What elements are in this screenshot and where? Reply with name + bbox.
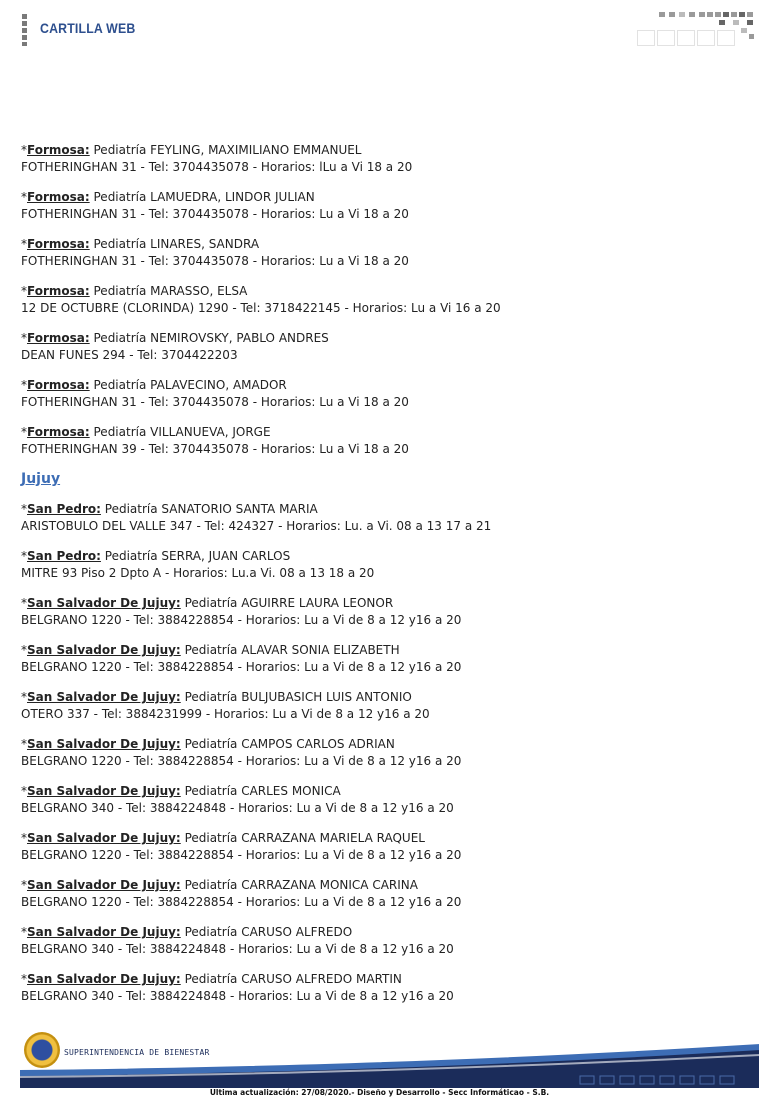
directory-entry [21, 830, 741, 864]
entry-prefix: * [21, 378, 27, 392]
entry-city-link[interactable]: San Salvador De Jujuy: [27, 690, 181, 704]
entry-city-link[interactable]: San Salvador De Jujuy: [27, 737, 181, 751]
entry-provider: Pediatría SERRA, JUAN CARLOS [104, 549, 291, 563]
entry-city-link[interactable]: Formosa: [27, 143, 90, 157]
entry-prefix: * [21, 549, 27, 563]
directory-entry [21, 283, 741, 317]
entry-details: 12 DE OCTUBRE (CLORINDA) 1290 - Tel: 3718422145 - Horarios: Lu a Vi 16 a 20 [21, 301, 501, 315]
entry-heading-line [21, 830, 741, 847]
directory-entry [21, 971, 741, 1005]
entry-provider: Pediatría AGUIRRE LAURA LEONOR [184, 596, 394, 610]
entry-provider: Pediatría PALAVECINO, AMADOR [93, 378, 287, 392]
entry-prefix: * [21, 425, 27, 439]
entry-provider: Pediatría LAMUEDRA, LINDOR JULIAN [93, 190, 315, 204]
entry-heading-line [21, 283, 741, 300]
entry-details: FOTHERINGHAN 31 - Tel: 3704435078 - Horarios: Lu a Vi 18 a 20 [21, 395, 409, 409]
entry-heading-line [21, 924, 741, 941]
entry-prefix: * [21, 143, 27, 157]
entry-heading-line [21, 736, 741, 753]
entry-city-link[interactable]: San Salvador De Jujuy: [27, 643, 181, 657]
directory-entry [21, 189, 741, 223]
entry-heading-line [21, 971, 741, 988]
entry-provider: Pediatría CAMPOS CARLOS ADRIAN [184, 737, 395, 751]
directory-entry [21, 877, 741, 911]
header-decoration-icon [633, 10, 757, 50]
entry-provider: Pediatría SANATORIO SANTA MARIA [104, 502, 318, 516]
entry-city-link[interactable]: San Salvador De Jujuy: [27, 596, 181, 610]
directory-entry [21, 689, 741, 723]
entry-city-link[interactable]: Formosa: [27, 237, 90, 251]
entry-details: ARISTOBULO DEL VALLE 347 - Tel: 424327 - Horarios: Lu. a Vi. 08 a 13 17 a 21 [21, 519, 492, 533]
entry-details: FOTHERINGHAN 39 - Tel: 3704435078 - Horarios: Lu a Vi 18 a 20 [21, 442, 409, 456]
entry-provider: Pediatría CARRAZANA MONICA CARINA [184, 878, 418, 892]
footer-update-note: Ultima actualización: 27/08/2020.- Diseño y Desarrollo - Secc Informáticao - S.B. [209, 1088, 550, 1097]
entry-city-link[interactable]: San Salvador De Jujuy: [27, 972, 181, 986]
entry-heading-line [21, 142, 741, 159]
emblem-text: SUPERINTENDENCIA DE BIENESTAR [64, 1048, 210, 1057]
page-header [0, 0, 759, 60]
entry-provider: Pediatría NEMIROVSKY, PABLO ANDRES [93, 331, 329, 345]
entry-heading-line [21, 501, 741, 518]
entry-heading-line [21, 595, 741, 612]
directory-entry [21, 142, 741, 176]
entry-prefix: * [21, 596, 27, 610]
header-title: CARTILLA WEB [40, 20, 136, 36]
region-heading-jujuy[interactable]: Jujuy [21, 471, 61, 487]
entry-heading-line [21, 236, 741, 253]
header-bar-icon [22, 14, 27, 46]
entry-details: BELGRANO 1220 - Tel: 3884228854 - Horarios: Lu a Vi de 8 a 12 y16 a 20 [21, 660, 462, 674]
directory-entry [21, 736, 741, 770]
entry-details: BELGRANO 1220 - Tel: 3884228854 - Horarios: Lu a Vi de 8 a 12 y16 a 20 [21, 895, 462, 909]
entry-city-link[interactable]: San Salvador De Jujuy: [27, 831, 181, 845]
entry-prefix: * [21, 690, 27, 704]
directory-entry [21, 424, 741, 458]
entry-details: FOTHERINGHAN 31 - Tel: 3704435078 - Horarios: Lu a Vi 18 a 20 [21, 207, 409, 221]
entry-details: BELGRANO 340 - Tel: 3884224848 - Horarios: Lu a Vi de 8 a 12 y16 a 20 [21, 801, 454, 815]
entry-details: BELGRANO 1220 - Tel: 3884228854 - Horarios: Lu a Vi de 8 a 12 y16 a 20 [21, 613, 462, 627]
entry-prefix: * [21, 831, 27, 845]
entry-heading-line [21, 330, 741, 347]
entry-details: BELGRANO 340 - Tel: 3884224848 - Horarios: Lu a Vi de 8 a 12 y16 a 20 [21, 942, 454, 956]
entry-details: BELGRANO 1220 - Tel: 3884228854 - Horarios: Lu a Vi de 8 a 12 y16 a 20 [21, 848, 462, 862]
entry-provider: Pediatría CARLES MONICA [184, 784, 341, 798]
entry-details: BELGRANO 1220 - Tel: 3884228854 - Horarios: Lu a Vi de 8 a 12 y16 a 20 [21, 754, 462, 768]
directory-entry [21, 924, 741, 958]
directory-entry [21, 642, 741, 676]
entry-heading-line [21, 377, 741, 394]
entry-details: FOTHERINGHAN 31 - Tel: 3704435078 - Horarios: Lu a Vi 18 a 20 [21, 254, 409, 268]
entry-prefix: * [21, 331, 27, 345]
entry-heading-line [21, 548, 741, 565]
entry-heading-line [21, 877, 741, 894]
entry-prefix: * [21, 502, 27, 516]
directory-entry [21, 595, 741, 629]
directory-entry [21, 501, 741, 535]
entry-details: DEAN FUNES 294 - Tel: 3704422203 [21, 348, 238, 362]
directory-content [21, 142, 741, 1018]
entry-provider: Pediatría CARUSO ALFREDO MARTIN [184, 972, 402, 986]
directory-entry [21, 548, 741, 582]
entry-prefix: * [21, 237, 27, 251]
directory-entry [21, 783, 741, 817]
entry-city-link[interactable]: Formosa: [27, 284, 90, 298]
entry-details: BELGRANO 340 - Tel: 3884224848 - Horarios: Lu a Vi de 8 a 12 y16 a 20 [21, 989, 454, 1003]
entry-provider: Pediatría BULJUBASICH LUIS ANTONIO [184, 690, 412, 704]
entry-city-link[interactable]: Formosa: [27, 331, 90, 345]
entry-provider: Pediatría CARRAZANA MARIELA RAQUEL [184, 831, 425, 845]
entry-provider: Pediatría VILLANUEVA, JORGE [93, 425, 271, 439]
entry-heading-line [21, 642, 741, 659]
entry-prefix: * [21, 643, 27, 657]
entry-prefix: * [21, 878, 27, 892]
entry-city-link[interactable]: San Salvador De Jujuy: [27, 878, 181, 892]
formosa-list [21, 142, 741, 458]
entry-city-link[interactable]: Formosa: [27, 190, 90, 204]
entry-provider: Pediatría MARASSO, ELSA [93, 284, 248, 298]
entry-city-link[interactable]: Formosa: [27, 425, 90, 439]
jujuy-list [21, 501, 741, 1005]
entry-heading-line [21, 783, 741, 800]
entry-provider: Pediatría ALAVAR SONIA ELIZABETH [184, 643, 400, 657]
entry-heading-line [21, 424, 741, 441]
entry-provider: Pediatría CARUSO ALFREDO [184, 925, 353, 939]
entry-details: FOTHERINGHAN 31 - Tel: 3704435078 - Horarios: lLu a Vi 18 a 20 [21, 160, 413, 174]
entry-details: MITRE 93 Piso 2 Dpto A - Horarios: Lu.a Vi. 08 a 13 18 a 20 [21, 566, 375, 580]
entry-details: OTERO 337 - Tel: 3884231999 - Horarios: Lu a Vi de 8 a 12 y16 a 20 [21, 707, 430, 721]
emblem-logo-icon [24, 1032, 60, 1068]
entry-heading-line [21, 689, 741, 706]
entry-prefix: * [21, 972, 27, 986]
page-footer [0, 1030, 759, 1101]
entry-city-link[interactable]: San Pedro: [27, 549, 101, 563]
entry-prefix: * [21, 784, 27, 798]
directory-entry [21, 377, 741, 411]
entry-provider: Pediatría LINARES, SANDRA [93, 237, 260, 251]
entry-prefix: * [21, 925, 27, 939]
entry-prefix: * [21, 190, 27, 204]
entry-prefix: * [21, 284, 27, 298]
entry-city-link[interactable]: San Salvador De Jujuy: [27, 925, 181, 939]
entry-heading-line [21, 189, 741, 206]
directory-entry [21, 236, 741, 270]
entry-provider: Pediatría FEYLING, MAXIMILIANO EMMANUEL [93, 143, 362, 157]
directory-entry [21, 330, 741, 364]
entry-city-link[interactable]: San Pedro: [27, 502, 101, 516]
entry-prefix: * [21, 737, 27, 751]
entry-city-link[interactable]: San Salvador De Jujuy: [27, 784, 181, 798]
entry-city-link[interactable]: Formosa: [27, 378, 90, 392]
